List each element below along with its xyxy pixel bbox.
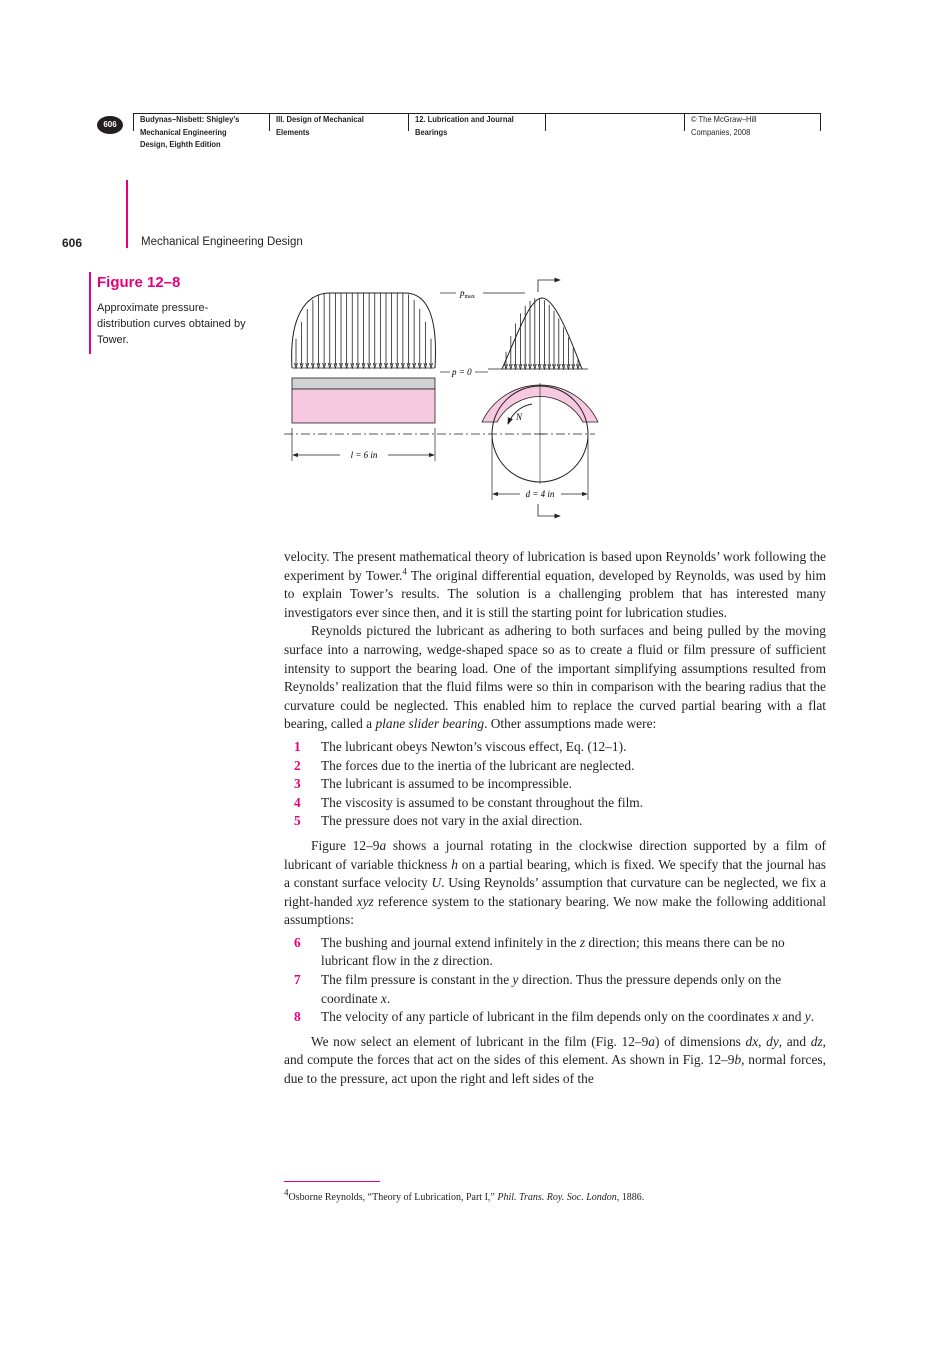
list-item: 7 The film pressure is constant in the y direction. Thus the pressure depends only on the coordinate x. bbox=[294, 972, 782, 1006]
paragraph-3: Figure 12–9a shows a journal rotating in the clockwise direction supported by a film of lubricant of variable thickness h on a partial bearing, which is fixed. We specify that the journal has a constant surface velocity U. Using Reynolds’ assumption that curvature can be neglected, we fix a right-handed xyz reference system to the stationary bearing. We now make the following additional assumptions: bbox=[284, 837, 827, 928]
page-number: 606 bbox=[62, 236, 83, 250]
figure-title: Figure 12–8 bbox=[97, 274, 181, 291]
diameter-label: d = 4 in bbox=[525, 489, 555, 499]
assumption-list-2 bbox=[284, 934, 826, 1027]
right-pressure-curve bbox=[502, 298, 582, 369]
assumption-list-1 bbox=[284, 738, 826, 831]
body-text bbox=[284, 548, 826, 1089]
list-item: 3 The lubricant is assumed to be incompressible. bbox=[294, 776, 573, 792]
list-item: 4 The viscosity is assumed to be constant throughout the film. bbox=[294, 794, 644, 810]
list-item: 1 The lubricant obeys Newton’s viscous effect, Eq. (12–1). bbox=[294, 738, 627, 754]
footnote: $^4$Osborne Reynolds, “Theory of Lubrication, Part I,” Phil. Trans. Roy. Soc. London, 1886. bbox=[284, 1187, 645, 1203]
list-item: 5 The pressure does not vary in the axial direction. bbox=[294, 813, 583, 829]
paragraph-2: Reynolds pictured the lubricant as adhering to both surfaces and being pulled by the moving surface into a narrowing, wedge-shaped space so as to create a fluid or film pressure of sufficient intensity to support the bearing load. One of the important simplifying assumptions resulted from Reynolds’ realization that the fluid films were so thin in comparison with the bearing radius that the curvature could be neglected. This enabled him to replace the curved partial bearing with a flat bearing, called a plane slider bearing. Other assumptions made were: bbox=[284, 623, 826, 732]
left-pressure-arrows bbox=[295, 293, 433, 368]
slider-bar bbox=[292, 378, 435, 389]
pressure-distribution-figure bbox=[270, 268, 610, 524]
figure-caption: Approximate pressure-distribution curves obtained by Tower. bbox=[97, 302, 246, 346]
header-copyright: © The McGraw–Hill Companies, 2008 bbox=[691, 114, 757, 137]
page-rule bbox=[126, 180, 128, 248]
running-header bbox=[0, 0, 952, 200]
header-chapter: 12. Lubrication and Journal Bearings bbox=[415, 114, 514, 137]
list-item: 8 The velocity of any particle of lubricant in the film depends only on the coordinates x and y. bbox=[294, 1009, 815, 1025]
pmax-label: $p_{max}$ bbox=[460, 288, 475, 300]
length-label: l = 6 in bbox=[350, 450, 378, 460]
paragraph-4: We now select an element of lubricant in the film (Fig. 12–9a) of dimensions dx, dy, and dz, and compute the forces that act on the sides of this element. As shown in Fig. 12–9b, normal forces, due to the pressure, act upon the right and left sides of the bbox=[284, 1033, 826, 1087]
header-book-info: Budynas–Nisbett: Shigley’s Mechanical Engineering Design, Eighth Edition bbox=[140, 114, 240, 149]
rotation-label: N bbox=[516, 412, 523, 422]
list-item: 2 The forces due to the inertia of the lubricant are neglected. bbox=[294, 757, 635, 773]
footnote-rule bbox=[284, 1181, 380, 1182]
paragraph-1: velocity. The present mathematical theory of lubrication is based upon Reynolds’ work following the experiment by Tower.$^4$ The original differential equation, developed by Reynolds, was used by him to explain Tower’s results. The solution is a challenging problem that has interested many investigators ever since then, and it is still the starting point for lubrication studies. bbox=[284, 549, 826, 620]
list-item: 6 The bushing and journal extend infinitely in the z direction; this means there can be no lubricant flow in the z direction. bbox=[294, 934, 785, 969]
p-zero-label: p = 0 bbox=[452, 367, 472, 377]
figure-caption-rule bbox=[89, 272, 91, 354]
page-badge: 606 bbox=[97, 116, 123, 134]
book-title: Mechanical Engineering Design bbox=[141, 236, 303, 248]
header-part: III. Design of Mechanical Elements bbox=[276, 114, 364, 137]
slider-bearing-block bbox=[292, 389, 435, 423]
